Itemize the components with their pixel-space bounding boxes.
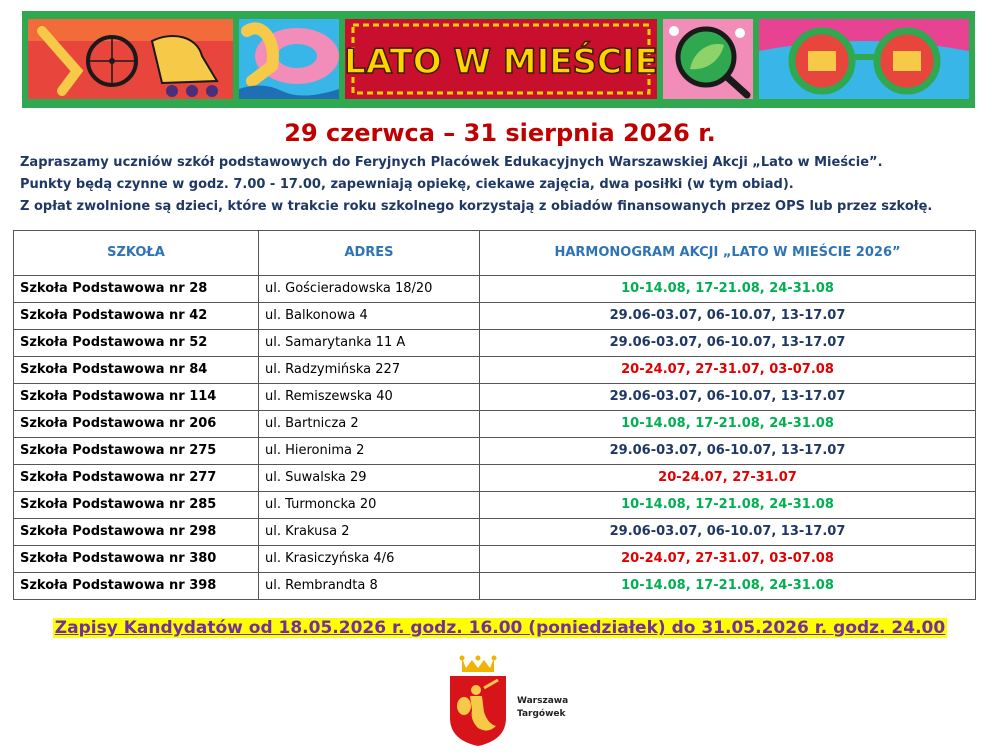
schedule-cell: 10-14.08, 17-21.08, 24-31.08 (480, 276, 976, 303)
address-cell: ul. Samarytanka 11 A (259, 330, 480, 357)
school-cell: Szkoła Podstawowa nr 206 (14, 411, 259, 438)
table-row (14, 384, 976, 411)
logo-line-targowek: Targówek (517, 709, 566, 719)
table-row (14, 303, 976, 330)
header-address: ADRES (259, 231, 480, 276)
banner-title: LATO W MIEŚCIE (344, 42, 658, 82)
schedule-cell: 29.06-03.07, 06-10.07, 13-17.07 (480, 384, 976, 411)
table-row (14, 492, 976, 519)
schedule-cell: 10-14.08, 17-21.08, 24-31.08 (480, 492, 976, 519)
intro-text (20, 152, 980, 218)
schedule-cell: 20-24.07, 27-31.07, 03-07.08 (480, 546, 976, 573)
intro-line: Punkty będą czynne w godz. 7.00 - 17.00, zapewniają opiekę, ciekawe zajęcia, dwa posiłki (w tym obiad). (20, 177, 794, 192)
table-row (14, 438, 976, 465)
table-row (14, 411, 976, 438)
address-cell: ul. Turmoncka 20 (259, 492, 480, 519)
schedule-cell: 20-24.07, 27-31.07, 03-07.08 (480, 357, 976, 384)
schedule-cell: 10-14.08, 17-21.08, 24-31.08 (480, 573, 976, 600)
logo-text (517, 695, 568, 721)
schedule-cell: 29.06-03.07, 06-10.07, 13-17.07 (480, 438, 976, 465)
intro-line: Z opłat zwolnione są dzieci, które w trakcie roku szkolnego korzystają z obiadów finansowanych przez OPS lub przez szkołę. (20, 199, 933, 214)
swim-ring-panel (239, 19, 339, 99)
school-cell: Szkoła Podstawowa nr 285 (14, 492, 259, 519)
school-cell: Szkoła Podstawowa nr 52 (14, 330, 259, 357)
enrollment-notice (0, 618, 1000, 638)
school-cell: Szkoła Podstawowa nr 28 (14, 276, 259, 303)
school-cell: Szkoła Podstawowa nr 277 (14, 465, 259, 492)
school-cell: Szkoła Podstawowa nr 84 (14, 357, 259, 384)
schedule-cell: 29.06-03.07, 06-10.07, 13-17.07 (480, 303, 976, 330)
table-row (14, 357, 976, 384)
school-cell: Szkoła Podstawowa nr 114 (14, 384, 259, 411)
magnifier-leaf-panel (663, 19, 753, 99)
schedule-table (13, 230, 976, 600)
address-cell: ul. Gościeradowska 18/20 (259, 276, 480, 303)
bicycle-rollerblade-panel (28, 19, 233, 99)
school-cell: Szkoła Podstawowa nr 298 (14, 519, 259, 546)
schedule-cell: 10-14.08, 17-21.08, 24-31.08 (480, 411, 976, 438)
logo-line-warszawa: Warszawa (517, 696, 569, 706)
address-cell: ul. Radzymińska 227 (259, 357, 480, 384)
table-row (14, 546, 976, 573)
schedule-cell: 20-24.07, 27-31.07 (480, 465, 976, 492)
address-cell: ul. Bartnicza 2 (259, 411, 480, 438)
enrollment-text: Zapisy Kandydatów od 18.05.2026 r. godz. 16.00 (poniedziałek) do 31.05.2026 r. godz. 24.00 (54, 618, 946, 638)
school-cell: Szkoła Podstawowa nr 398 (14, 573, 259, 600)
address-cell: ul. Remiszewska 40 (259, 384, 480, 411)
address-cell: ul. Krasiczyńska 4/6 (259, 546, 480, 573)
school-cell: Szkoła Podstawowa nr 275 (14, 438, 259, 465)
table-row (14, 276, 976, 303)
date-range-title: 29 czerwca – 31 sierpnia 2026 r. (284, 119, 716, 147)
address-cell: ul. Balkonowa 4 (259, 303, 480, 330)
header-schedule: HARMONOGRAM AKCJI „LATO W MIEŚCIE 2026” (480, 231, 976, 276)
table-row (14, 519, 976, 546)
table-row (14, 573, 976, 600)
banner-illustration (22, 11, 975, 108)
school-cell: Szkoła Podstawowa nr 380 (14, 546, 259, 573)
sunglasses-panel (759, 19, 969, 99)
address-cell: ul. Rembrandta 8 (259, 573, 480, 600)
table-row (14, 330, 976, 357)
table-row (14, 465, 976, 492)
lato-w-miescie-banner (22, 11, 975, 108)
schedule-cell: 29.06-03.07, 06-10.07, 13-17.07 (480, 519, 976, 546)
address-cell: ul. Krakusa 2 (259, 519, 480, 546)
schedule-cell: 29.06-03.07, 06-10.07, 13-17.07 (480, 330, 976, 357)
address-cell: ul. Suwalska 29 (259, 465, 480, 492)
header-school: SZKOŁA (14, 231, 259, 276)
intro-line: Zapraszamy uczniów szkół podstawowych do Feryjnych Placówek Edukacyjnych Warszawskiej Akcji „Lato w Mieście”. (20, 155, 883, 170)
address-cell: ul. Hieronima 2 (259, 438, 480, 465)
table-header-row (14, 231, 976, 276)
school-cell: Szkoła Podstawowa nr 42 (14, 303, 259, 330)
